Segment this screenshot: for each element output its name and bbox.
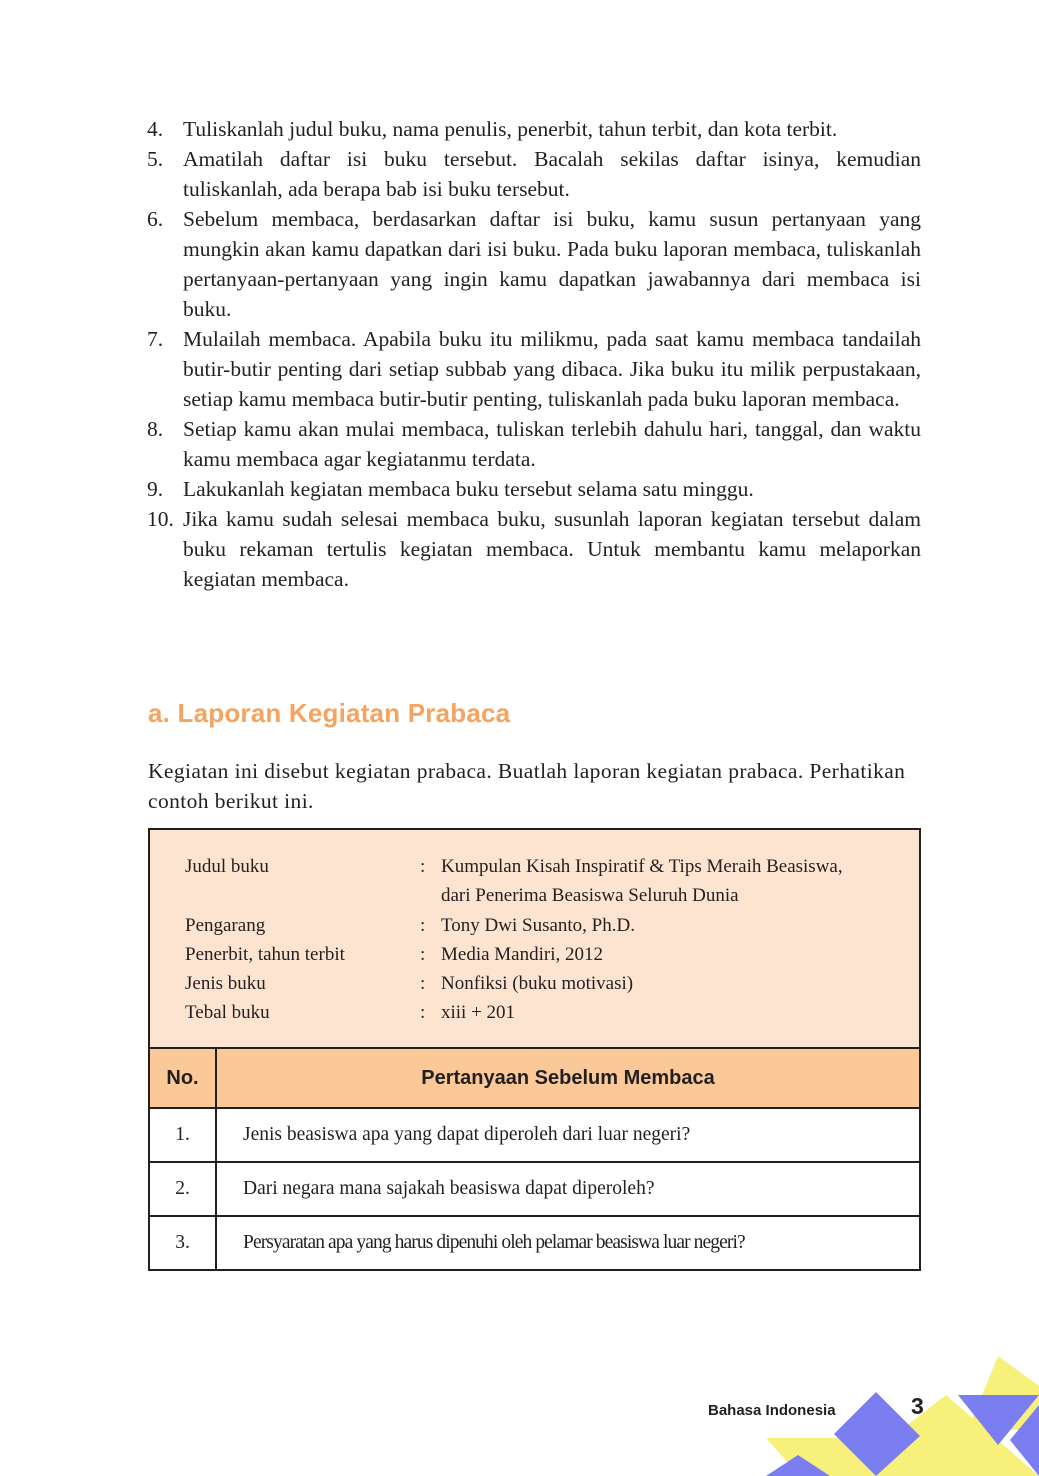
book-publisher-value: Media Mandiri, 2012	[441, 944, 604, 965]
step-text: Setiap kamu akan mulai membaca, tuliskan terlebih dahulu hari, tanggal, dan waktu kamu membaca agar kegiatanmu terdata.	[183, 417, 921, 471]
step-text: Mulailah membaca. Apabila buku itu milikmu, pada saat kamu membaca tandailah butir-butir penting dari setiap subbab yang dibaca. Jika buku itu milik perpustakaan, setiap kamu membaca butir-butir penting, tuliskanlah pada buku laporan membaca.	[183, 327, 921, 411]
step-number: 5.	[147, 147, 164, 171]
step-number: 8.	[147, 417, 164, 441]
step-text: Tuliskanlah judul buku, nama penulis, penerbit, tahun terbit, dan kota terbit.	[183, 117, 838, 141]
step-number: 9.	[147, 477, 164, 501]
book-pages-label: Tebal buku	[185, 1002, 270, 1023]
page-number: 3	[911, 1393, 924, 1419]
book-type-value: Nonfiksi (buku motivasi)	[441, 973, 634, 994]
row-question: Jenis beasiswa apa yang dapat diperoleh dari luar negeri?	[216, 1108, 920, 1162]
colon: :	[420, 1002, 426, 1023]
step-number: 4.	[147, 117, 164, 141]
column-header-question: Pertanyaan Sebelum Membaca	[216, 1048, 920, 1108]
row-question: Dari negara mana sajakah beasiswa dapat diperoleh?	[216, 1162, 920, 1216]
step-text: Sebelum membaca, berdasarkan daftar isi buku, kamu susun pertanyaan yang mungkin akan kamu dapatkan dari isi buku. Pada buku laporan membaca, tuliskanlah pertanyaan-pertanyaan yang ingin kamu dapatkan jawabannya dari membaca isi buku.	[183, 207, 921, 321]
step-number: 10.	[147, 507, 174, 531]
row-number: 2.	[149, 1162, 216, 1216]
section-intro: Kegiatan ini disebut kegiatan prabaca. Buatlah laporan kegiatan prabaca. Perhatikan contoh berikut ini.	[148, 759, 906, 813]
book-title-label: Judul buku	[185, 856, 269, 877]
row-question: Persyaratan apa yang harus dipenuhi oleh pelamar beasiswa luar negeri?	[216, 1216, 920, 1270]
book-pages-value: xiii + 201	[441, 1002, 516, 1023]
colon: :	[420, 973, 426, 994]
book-title-line: dari Penerima Beasiswa Seluruh Dunia	[441, 885, 739, 906]
footer-subject: Bahasa Indonesia	[708, 1402, 836, 1419]
step-text: Lakukanlah kegiatan membaca buku tersebut selama satu minggu.	[183, 477, 754, 501]
step-number: 7.	[147, 327, 164, 351]
row-number: 1.	[149, 1108, 216, 1162]
book-author-value: Tony Dwi Susanto, Ph.D.	[441, 915, 635, 936]
section-heading: a. Laporan Kegiatan Prabaca	[148, 698, 511, 728]
step-text: Jika kamu sudah selesai membaca buku, susunlah laporan kegiatan tersebut dalam buku rekaman tertulis kegiatan membaca. Untuk membantu kamu melaporkan kegiatan membaca.	[183, 507, 921, 591]
column-header-no: No.	[149, 1048, 216, 1108]
book-type-label: Jenis buku	[185, 973, 266, 994]
colon: :	[420, 915, 426, 936]
book-title-line: Kumpulan Kisah Inspiratif & Tips Meraih Beasiswa,	[441, 856, 843, 877]
step-text: Amatilah daftar isi buku tersebut. Bacalah sekilas daftar isinya, kemudian tuliskanlah, ada berapa bab isi buku tersebut.	[183, 147, 921, 201]
step-number: 6.	[147, 207, 164, 231]
colon: :	[420, 944, 426, 965]
book-publisher-label: Penerbit, tahun terbit	[185, 944, 345, 965]
book-author-label: Pengarang	[185, 915, 266, 936]
row-number: 3.	[149, 1216, 216, 1270]
colon: :	[420, 856, 426, 877]
